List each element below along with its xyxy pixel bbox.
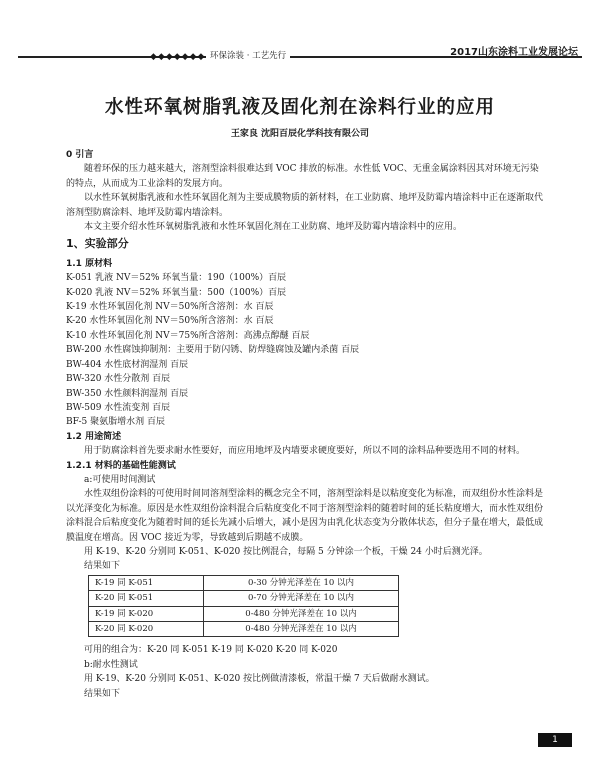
table-cell: 0-30 分钟光泽差在 10 以内 bbox=[204, 575, 399, 590]
article-authors: 王家良 沈阳百辰化学科技有限公司 bbox=[230, 129, 370, 139]
material-item: K-19 水性环氧固化剂 NV＝50%所含溶剂：水 百辰 bbox=[66, 302, 274, 313]
material-item: BW-200 水性腐蚀抑制剂：主要用于防闪锈、防焊缝腐蚀及罐内杀菌 百辰 bbox=[66, 345, 360, 356]
article-title: 水性环氧树脂乳液及固化剂在涂料行业的应用 bbox=[104, 97, 495, 118]
table-cell: 0-480 分钟光泽差在 10 以内 bbox=[204, 606, 399, 621]
material-item: BW-320 水性分散剂 百辰 bbox=[66, 374, 171, 385]
material-item: BW-350 水性颜料润湿剂 百辰 bbox=[66, 388, 189, 399]
usage-paragraph: 用于防腐涂料首先要求耐水性要好，而应用地坪及内墙要求硬度要好，所以不同的涂料品种要选用不同的材料。 bbox=[84, 446, 526, 457]
test-a-paragraph-2: 用 K-19、K-20 分别同 K-051、K-020 按比例混合，每隔 5 分钟涂一个板，干燥 24 小时后测光泽。 bbox=[84, 546, 488, 557]
subsection-materials-heading: 1.1 原材料 bbox=[66, 258, 113, 269]
test-b-result-label: 结果如下 bbox=[84, 688, 121, 699]
subsection-usage-heading: 1.2 用途简述 bbox=[66, 431, 122, 442]
test-a-label: a:可使用时间测试 bbox=[84, 474, 156, 485]
intro-heading: 0 引言 bbox=[66, 150, 94, 160]
results-table bbox=[88, 575, 399, 638]
table-cell: 0-480 分钟光泽差在 10 以内 bbox=[204, 622, 399, 637]
material-item: K-20 水性环氧固化剂 NV＝50%所含溶剂：水 百辰 bbox=[66, 316, 274, 327]
table-row bbox=[89, 606, 399, 621]
journal-header: 2017山东涂料工业发展论坛 bbox=[450, 47, 578, 58]
article-body bbox=[66, 148, 546, 701]
intro-paragraph-3: 本文主要介绍水性环氧树脂乳液和水性环氧固化剂在工业防腐、地坪及防霉内墙涂料中的应用。 bbox=[84, 222, 463, 233]
page-number: 1 bbox=[538, 733, 572, 747]
header-slogan: 环保涂装 · 工艺先行 bbox=[206, 49, 290, 61]
results-table-wrap bbox=[88, 575, 546, 638]
material-item: BF-5 聚氨脂增水剂 百辰 bbox=[66, 417, 165, 428]
table-cell: K-19 同 K-051 bbox=[89, 575, 204, 590]
header-rule bbox=[18, 56, 582, 58]
result-label: 结果如下 bbox=[84, 561, 121, 572]
test-b-paragraph: 用 K-19、K-20 分别同 K-051、K-020 按比例做清漆板，常温干燥 7 天后做耐水测试。 bbox=[84, 674, 435, 685]
material-item: K-020 乳液 NV＝52% 环氧当量：500（100%）百辰 bbox=[66, 287, 287, 298]
material-item: K-051 乳液 NV＝52% 环氧当量：190（100%）百辰 bbox=[66, 273, 287, 284]
subsection-basic-test-heading: 1.2.1 材料的基础性能测试 bbox=[66, 460, 176, 471]
table-cell: 0-70 分钟光泽差在 10 以内 bbox=[204, 591, 399, 606]
section-heading: 1、实验部分 bbox=[66, 237, 129, 251]
header-diamonds: ◆◆◆◆◆◆◆ bbox=[150, 52, 206, 62]
table-row bbox=[89, 575, 399, 590]
table-cell: K-20 同 K-051 bbox=[89, 591, 204, 606]
test-b-label: b:耐水性测试 bbox=[84, 659, 138, 670]
test-a-paragraph-1: 水性双组份涂料的可使用时间同溶剂型涂料的概念完全不同，溶剂型涂料是以粘度变化为标准，而双组份水性涂料是以光泽变化为标准。原因是水性双组份涂料混合后粘度变化不同于溶剂型涂料的随着时间的延长粘度增大，而水性双组份涂料混合后粘度变化为随着时间的延长先减小后增大，减小是因为由乳化状态变为分散体状态，但分子量在增大，最低成膜温度在增高。因 VOC 接近为零，导致越到后期越不成膜。 bbox=[66, 489, 544, 543]
intro-paragraph-2: 以水性环氧树脂乳液和水性环氧固化剂为主要成膜物质的新材料，在工业防腐、地坪及防霉内墙涂料中正在逐渐取代溶剂型防腐涂料、地坪及防霉内墙涂料。 bbox=[66, 193, 544, 218]
table-cell: K-20 同 K-020 bbox=[89, 622, 204, 637]
table-row bbox=[89, 622, 399, 637]
usable-combinations: 可用的组合为：K-20 同 K-051 K-19 同 K-020 K-20 同 K-020 bbox=[84, 645, 338, 656]
table-row bbox=[89, 591, 399, 606]
table-cell: K-19 同 K-020 bbox=[89, 606, 204, 621]
material-item: BW-509 水性流变剂 百辰 bbox=[66, 402, 171, 413]
material-item: K-10 水性环氧固化剂 NV＝75%所含溶剂：高沸点醇醚 百辰 bbox=[66, 330, 310, 341]
material-item: BW-404 水性底材润湿剂 百辰 bbox=[66, 359, 189, 370]
materials-list bbox=[66, 271, 546, 429]
intro-paragraph-1: 随着环保的压力越来越大，溶剂型涂料很难达到 VOC 排放的标准。水性低 VOC、无重金属涂料因其对环境无污染的特点，从而成为工业涂料的发展方向。 bbox=[66, 164, 539, 189]
